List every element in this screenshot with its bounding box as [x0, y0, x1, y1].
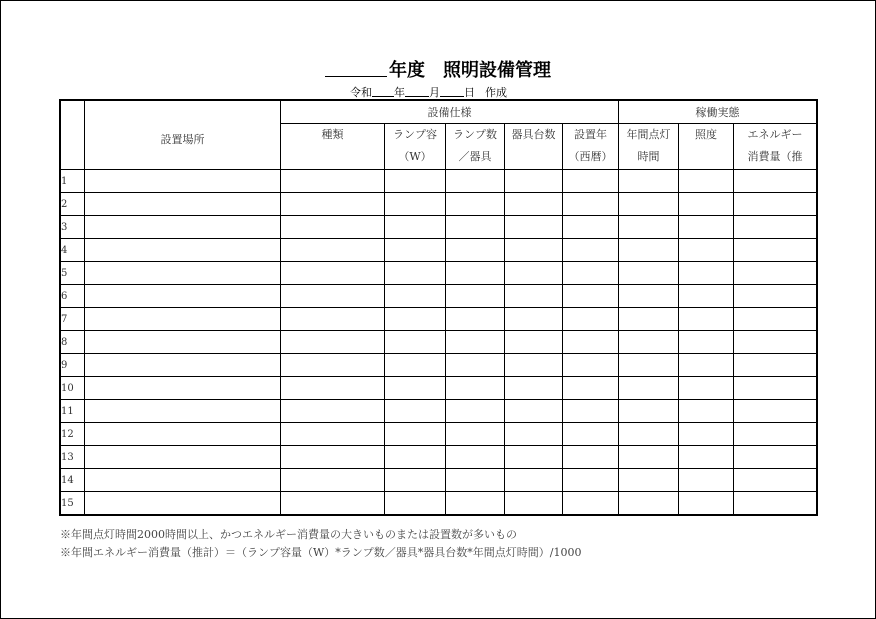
lamp-capacity-cell[interactable]	[385, 216, 446, 239]
energy-cell[interactable]	[734, 285, 817, 308]
lamps-per-fixture-cell[interactable]	[446, 354, 505, 377]
row-number: 6	[61, 285, 85, 308]
illuminance-cell[interactable]	[679, 285, 734, 308]
location-cell[interactable]	[85, 308, 281, 331]
header-energy-consumption: エネルギー 消費量（推	[734, 124, 817, 170]
table-row	[61, 492, 817, 515]
type-cell[interactable]	[281, 423, 385, 446]
type-cell[interactable]	[281, 446, 385, 469]
row-number: 8	[61, 331, 85, 354]
lamp-capacity-cell[interactable]	[385, 377, 446, 400]
location-cell[interactable]	[85, 354, 281, 377]
header-location: 設置場所	[85, 101, 281, 170]
location-cell[interactable]	[85, 469, 281, 492]
header-annual-hours: 年間点灯 時間	[619, 124, 679, 170]
header-lamp-capacity: ランプ容 （W）	[385, 124, 446, 170]
energy-cell[interactable]	[734, 354, 817, 377]
lamp-capacity-cell[interactable]	[385, 193, 446, 216]
lamp-capacity-cell[interactable]	[385, 170, 446, 193]
location-cell[interactable]	[85, 262, 281, 285]
annual-hours-cell[interactable]	[619, 239, 679, 262]
fixture-count-cell[interactable]	[505, 377, 563, 400]
fixture-count-cell[interactable]	[505, 423, 563, 446]
table-row	[61, 262, 817, 285]
fixture-count-cell[interactable]	[505, 354, 563, 377]
row-number: 11	[61, 400, 85, 423]
lamps-per-fixture-cell[interactable]	[446, 400, 505, 423]
row-number: 9	[61, 354, 85, 377]
type-cell[interactable]	[281, 239, 385, 262]
lamps-per-fixture-cell[interactable]	[446, 193, 505, 216]
install-year-cell[interactable]	[563, 400, 619, 423]
type-cell[interactable]	[281, 492, 385, 515]
type-cell[interactable]	[281, 193, 385, 216]
table-row	[61, 216, 817, 239]
type-cell[interactable]	[281, 262, 385, 285]
table-row	[61, 469, 817, 492]
location-cell[interactable]	[85, 492, 281, 515]
header-group-operation: 稼働実態	[619, 101, 817, 124]
table-row	[61, 285, 817, 308]
illuminance-cell[interactable]	[679, 377, 734, 400]
month-label: 月	[429, 86, 440, 99]
lamps-per-fixture-cell[interactable]	[446, 262, 505, 285]
illuminance-cell[interactable]	[679, 239, 734, 262]
install-year-cell[interactable]	[563, 308, 619, 331]
day-label: 日	[464, 86, 475, 99]
lamp-capacity-cell[interactable]	[385, 446, 446, 469]
note-2: ※年間エネルギー消費量（推計）＝（ランプ容量（W）*ランプ数／器具*器具台数*年間点灯時間）/1000	[60, 546, 582, 559]
fixture-count-cell[interactable]	[505, 446, 563, 469]
illuminance-cell[interactable]	[679, 354, 734, 377]
install-year-cell[interactable]	[563, 170, 619, 193]
location-cell[interactable]	[85, 446, 281, 469]
lamp-capacity-cell[interactable]	[385, 262, 446, 285]
month-field[interactable]	[405, 86, 429, 97]
header-type: 種類	[281, 124, 385, 170]
lamps-per-fixture-cell[interactable]	[446, 331, 505, 354]
location-cell[interactable]	[85, 423, 281, 446]
install-year-cell[interactable]	[563, 239, 619, 262]
annual-hours-cell[interactable]	[619, 331, 679, 354]
header-illuminance: 照度	[679, 124, 734, 170]
lamps-per-fixture-cell[interactable]	[446, 492, 505, 515]
row-number: 13	[61, 446, 85, 469]
header-lamps-per-fixture: ランプ数 ／器具	[446, 124, 505, 170]
header-group-equipment: 設備仕様	[281, 101, 619, 124]
row-number: 12	[61, 423, 85, 446]
lamps-per-fixture-cell[interactable]	[446, 469, 505, 492]
row-number: 4	[61, 239, 85, 262]
lamps-per-fixture-cell[interactable]	[446, 308, 505, 331]
location-cell[interactable]	[85, 377, 281, 400]
table-row	[61, 446, 817, 469]
era-label: 令和	[350, 86, 372, 99]
annual-hours-cell[interactable]	[619, 216, 679, 239]
row-number: 2	[61, 193, 85, 216]
illuminance-cell[interactable]	[679, 193, 734, 216]
type-cell[interactable]	[281, 308, 385, 331]
annual-hours-cell[interactable]	[619, 492, 679, 515]
annual-hours-cell[interactable]	[619, 170, 679, 193]
fixture-count-cell[interactable]	[505, 492, 563, 515]
lamp-capacity-cell[interactable]	[385, 400, 446, 423]
fixture-count-cell[interactable]	[505, 400, 563, 423]
energy-cell[interactable]	[734, 469, 817, 492]
install-year-cell[interactable]	[563, 469, 619, 492]
fixture-count-cell[interactable]	[505, 262, 563, 285]
install-year-cell[interactable]	[563, 492, 619, 515]
created-label: 作成	[485, 86, 507, 99]
row-number: 15	[61, 492, 85, 515]
table-body	[61, 170, 817, 515]
install-year-cell[interactable]	[563, 377, 619, 400]
type-cell[interactable]	[281, 400, 385, 423]
lamp-capacity-cell[interactable]	[385, 354, 446, 377]
day-field[interactable]	[440, 86, 464, 97]
fixture-count-cell[interactable]	[505, 308, 563, 331]
location-cell[interactable]	[85, 170, 281, 193]
annual-hours-cell[interactable]	[619, 446, 679, 469]
table-row	[61, 239, 817, 262]
lamps-per-fixture-cell[interactable]	[446, 377, 505, 400]
annual-hours-cell[interactable]	[619, 469, 679, 492]
lighting-equipment-table	[60, 100, 817, 515]
fixture-count-cell[interactable]	[505, 239, 563, 262]
type-cell[interactable]	[281, 377, 385, 400]
row-number: 5	[61, 262, 85, 285]
illuminance-cell[interactable]	[679, 262, 734, 285]
fixture-count-cell[interactable]	[505, 193, 563, 216]
table-row	[61, 170, 817, 193]
energy-cell[interactable]	[734, 239, 817, 262]
location-cell[interactable]	[85, 193, 281, 216]
header-row-groups	[61, 101, 817, 124]
table-row	[61, 377, 817, 400]
table-row	[61, 193, 817, 216]
energy-cell[interactable]	[734, 423, 817, 446]
illuminance-cell[interactable]	[679, 308, 734, 331]
notes	[60, 526, 582, 562]
annual-hours-cell[interactable]	[619, 308, 679, 331]
energy-cell[interactable]	[734, 446, 817, 469]
install-year-cell[interactable]	[563, 193, 619, 216]
illuminance-cell[interactable]	[679, 331, 734, 354]
type-cell[interactable]	[281, 170, 385, 193]
illuminance-cell[interactable]	[679, 400, 734, 423]
location-cell[interactable]	[85, 331, 281, 354]
fixture-count-cell[interactable]	[505, 331, 563, 354]
header-fixture-count: 器具台数	[505, 124, 563, 170]
energy-cell[interactable]	[734, 216, 817, 239]
lamps-per-fixture-cell[interactable]	[446, 423, 505, 446]
row-number: 7	[61, 308, 85, 331]
install-year-cell[interactable]	[563, 423, 619, 446]
lamp-capacity-cell[interactable]	[385, 492, 446, 515]
lamp-capacity-cell[interactable]	[385, 285, 446, 308]
type-cell[interactable]	[281, 285, 385, 308]
install-year-cell[interactable]	[563, 262, 619, 285]
lamps-per-fixture-cell[interactable]	[446, 170, 505, 193]
created-date-line	[350, 84, 507, 100]
location-cell[interactable]	[85, 285, 281, 308]
lamp-capacity-cell[interactable]	[385, 423, 446, 446]
install-year-cell[interactable]	[563, 216, 619, 239]
year-label: 年	[394, 86, 405, 99]
energy-cell[interactable]	[734, 492, 817, 515]
location-cell[interactable]	[85, 216, 281, 239]
energy-cell[interactable]	[734, 377, 817, 400]
illuminance-cell[interactable]	[679, 170, 734, 193]
fixture-count-cell[interactable]	[505, 216, 563, 239]
energy-cell[interactable]	[734, 308, 817, 331]
annual-hours-cell[interactable]	[619, 262, 679, 285]
table-row	[61, 331, 817, 354]
fixture-count-cell[interactable]	[505, 285, 563, 308]
install-year-cell[interactable]	[563, 285, 619, 308]
table-row	[61, 308, 817, 331]
header-number	[61, 101, 85, 170]
year-blank[interactable]	[325, 60, 387, 77]
illuminance-cell[interactable]	[679, 469, 734, 492]
lamp-capacity-cell[interactable]	[385, 239, 446, 262]
type-cell[interactable]	[281, 354, 385, 377]
lamps-per-fixture-cell[interactable]	[446, 446, 505, 469]
lamp-capacity-cell[interactable]	[385, 308, 446, 331]
energy-cell[interactable]	[734, 193, 817, 216]
illuminance-cell[interactable]	[679, 492, 734, 515]
type-cell[interactable]	[281, 216, 385, 239]
lamps-per-fixture-cell[interactable]	[446, 239, 505, 262]
title-text: 年度 照明設備管理	[389, 60, 551, 81]
fixture-count-cell[interactable]	[505, 170, 563, 193]
install-year-cell[interactable]	[563, 446, 619, 469]
annual-hours-cell[interactable]	[619, 354, 679, 377]
install-year-cell[interactable]	[563, 354, 619, 377]
type-cell[interactable]	[281, 469, 385, 492]
row-number: 3	[61, 216, 85, 239]
lamps-per-fixture-cell[interactable]	[446, 216, 505, 239]
header-install-year: 設置年 （西暦）	[563, 124, 619, 170]
annual-hours-cell[interactable]	[619, 400, 679, 423]
annual-hours-cell[interactable]	[619, 285, 679, 308]
row-number: 10	[61, 377, 85, 400]
energy-cell[interactable]	[734, 170, 817, 193]
note-1: ※年間点灯時間2000時間以上、かつエネルギー消費量の大きいものまたは設置数が多いもの	[60, 528, 517, 541]
energy-cell[interactable]	[734, 400, 817, 423]
page-title	[0, 56, 876, 82]
annual-hours-cell[interactable]	[619, 193, 679, 216]
energy-cell[interactable]	[734, 331, 817, 354]
install-year-cell[interactable]	[563, 331, 619, 354]
annual-hours-cell[interactable]	[619, 423, 679, 446]
lamp-capacity-cell[interactable]	[385, 331, 446, 354]
illuminance-cell[interactable]	[679, 216, 734, 239]
lamps-per-fixture-cell[interactable]	[446, 285, 505, 308]
lamp-capacity-cell[interactable]	[385, 469, 446, 492]
energy-cell[interactable]	[734, 262, 817, 285]
table-row	[61, 354, 817, 377]
table-row	[61, 423, 817, 446]
table-row	[61, 400, 817, 423]
illuminance-cell[interactable]	[679, 423, 734, 446]
row-number: 14	[61, 469, 85, 492]
annual-hours-cell[interactable]	[619, 377, 679, 400]
type-cell[interactable]	[281, 331, 385, 354]
location-cell[interactable]	[85, 239, 281, 262]
row-number: 1	[61, 170, 85, 193]
location-cell[interactable]	[85, 400, 281, 423]
illuminance-cell[interactable]	[679, 446, 734, 469]
fixture-count-cell[interactable]	[505, 469, 563, 492]
year-field[interactable]	[372, 86, 394, 97]
